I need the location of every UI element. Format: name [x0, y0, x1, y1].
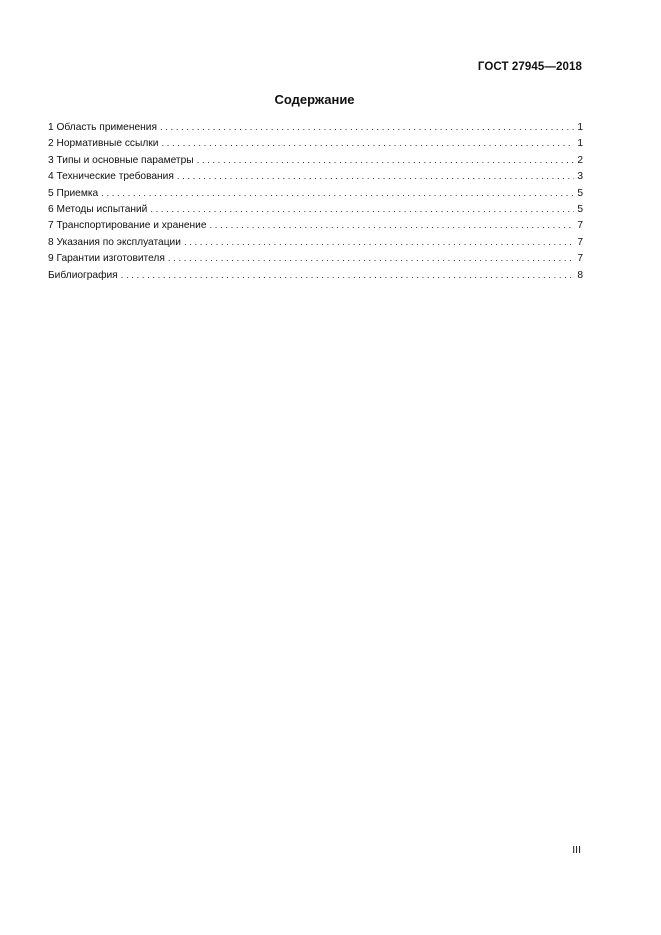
- toc-entry-label: 5 Приемка: [48, 187, 99, 199]
- toc-entry-label: Библиография: [48, 269, 118, 281]
- toc-leader-dots: [160, 120, 574, 136]
- toc-entry-page: 7: [577, 236, 583, 248]
- toc-entry-page: 8: [577, 269, 583, 281]
- toc-leader-dots: [101, 186, 574, 202]
- toc-entry: [48, 120, 583, 136]
- toc-entry-label: 1 Область применения: [48, 122, 157, 133]
- toc-entry: [48, 153, 583, 169]
- toc-entry-page: 5: [577, 187, 583, 199]
- toc-entry-label: 7 Транспортирование и хранение: [48, 220, 207, 232]
- toc-entry: [48, 235, 583, 251]
- toc-leader-dots: [150, 202, 574, 218]
- toc-entry-label: 2 Нормативные ссылки: [48, 138, 159, 150]
- toc-entry: [48, 268, 583, 284]
- toc-entry: [48, 202, 583, 218]
- toc-title: Содержание: [274, 92, 355, 107]
- toc-entry: [48, 169, 583, 185]
- toc-leader-dots: [121, 268, 575, 284]
- toc-entry-label: 3 Типы и основные параметры: [48, 154, 194, 166]
- toc-entry-label: 4 Технические требования: [48, 171, 174, 183]
- toc-entry-page: 1: [577, 138, 583, 150]
- toc-entry-label: 9 Гарантии изготовителя: [48, 253, 165, 265]
- toc-entry-page: 5: [577, 203, 583, 215]
- document-code: ГОСТ 27945—2018: [477, 61, 582, 73]
- toc-entry: [48, 251, 583, 267]
- toc-entry-page: 7: [577, 220, 583, 232]
- toc-entry-page: 7: [577, 253, 583, 265]
- toc-leader-dots: [197, 153, 575, 169]
- toc-leader-dots: [210, 218, 575, 234]
- toc-entry: [48, 136, 583, 152]
- toc-entry-page: 1: [577, 122, 583, 133]
- toc-leader-dots: [161, 136, 574, 152]
- toc-entry: [48, 186, 583, 202]
- toc-entry: [48, 218, 583, 234]
- table-of-contents: [48, 120, 583, 284]
- toc-entry-page: 2: [577, 154, 583, 166]
- toc-entry-label: 6 Методы испытаний: [48, 203, 148, 215]
- toc-leader-dots: [177, 169, 574, 185]
- toc-leader-dots: [168, 251, 574, 267]
- toc-entry-label: 8 Указания по эксплуатации: [48, 236, 181, 248]
- page-number: III: [572, 844, 581, 856]
- toc-leader-dots: [184, 235, 574, 251]
- toc-entry-page: 3: [577, 171, 583, 183]
